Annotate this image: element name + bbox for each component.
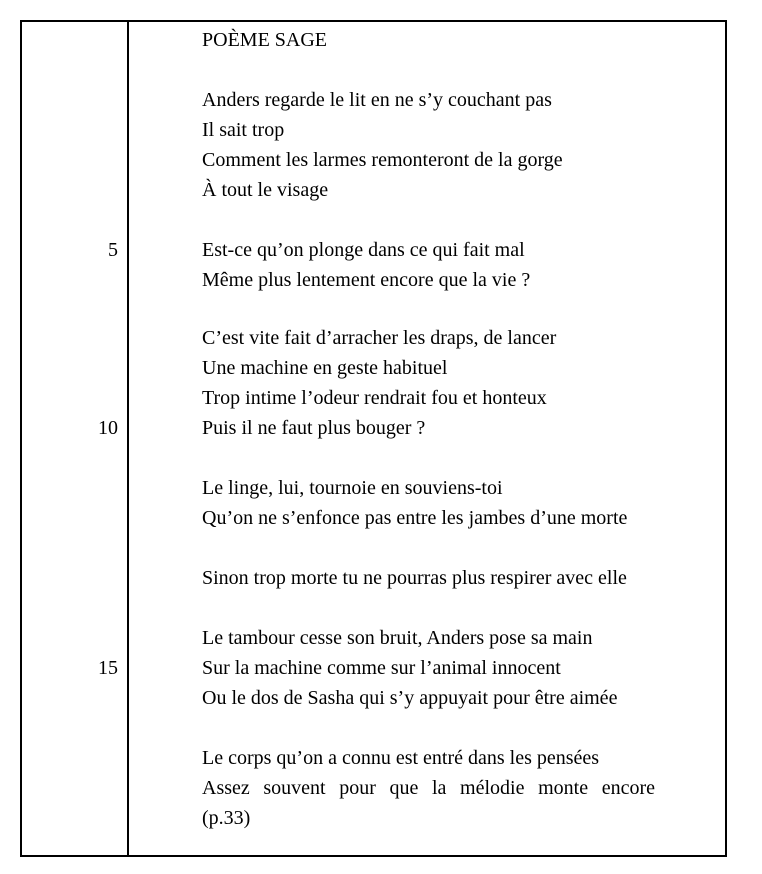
- poem-line: Anders regarde le lit en ne s’y couchant pas: [202, 89, 552, 111]
- column-divider: [127, 22, 129, 855]
- poem-line: Est-ce qu’on plonge dans ce qui fait mal: [202, 239, 525, 261]
- poem-line: Même plus lentement encore que la vie ?: [202, 269, 531, 291]
- poem-line: Ou le dos de Sasha qui s’y appuyait pour être aimée: [202, 687, 618, 709]
- line-number: 15: [98, 657, 118, 679]
- poem-line: Puis il ne faut plus bouger ?: [202, 417, 426, 439]
- poem-line: Assez souvent pour que la mélodie monte encore: [202, 777, 655, 799]
- poem-line: Comment les larmes remonteront de la gorge: [202, 149, 563, 171]
- poem-line: Sinon trop morte tu ne pourras plus respirer avec elle: [202, 567, 627, 589]
- poem-line: Il sait trop: [202, 119, 285, 141]
- poem-line: Qu’on ne s’enfonce pas entre les jambes d’une morte: [202, 507, 628, 529]
- poem-table: [20, 20, 727, 857]
- poem-line: À tout le visage: [202, 179, 329, 201]
- poem-line: Une machine en geste habituel: [202, 357, 448, 379]
- poem-line: C’est vite fait d’arracher les draps, de lancer: [202, 327, 557, 349]
- page-reference: (p.33): [202, 807, 251, 829]
- line-number: 5: [108, 239, 118, 261]
- poem-line: Trop intime l’odeur rendrait fou et honteux: [202, 387, 547, 409]
- poem-title: POÈME SAGE: [202, 29, 328, 51]
- poem-line: Le corps qu’on a connu est entré dans les pensées: [202, 747, 600, 769]
- poem-line: Le linge, lui, tournoie en souviens-toi: [202, 477, 503, 499]
- poem-line: Le tambour cesse son bruit, Anders pose sa main: [202, 627, 593, 649]
- line-number: 10: [98, 417, 118, 439]
- poem-line: Sur la machine comme sur l’animal innocent: [202, 657, 561, 679]
